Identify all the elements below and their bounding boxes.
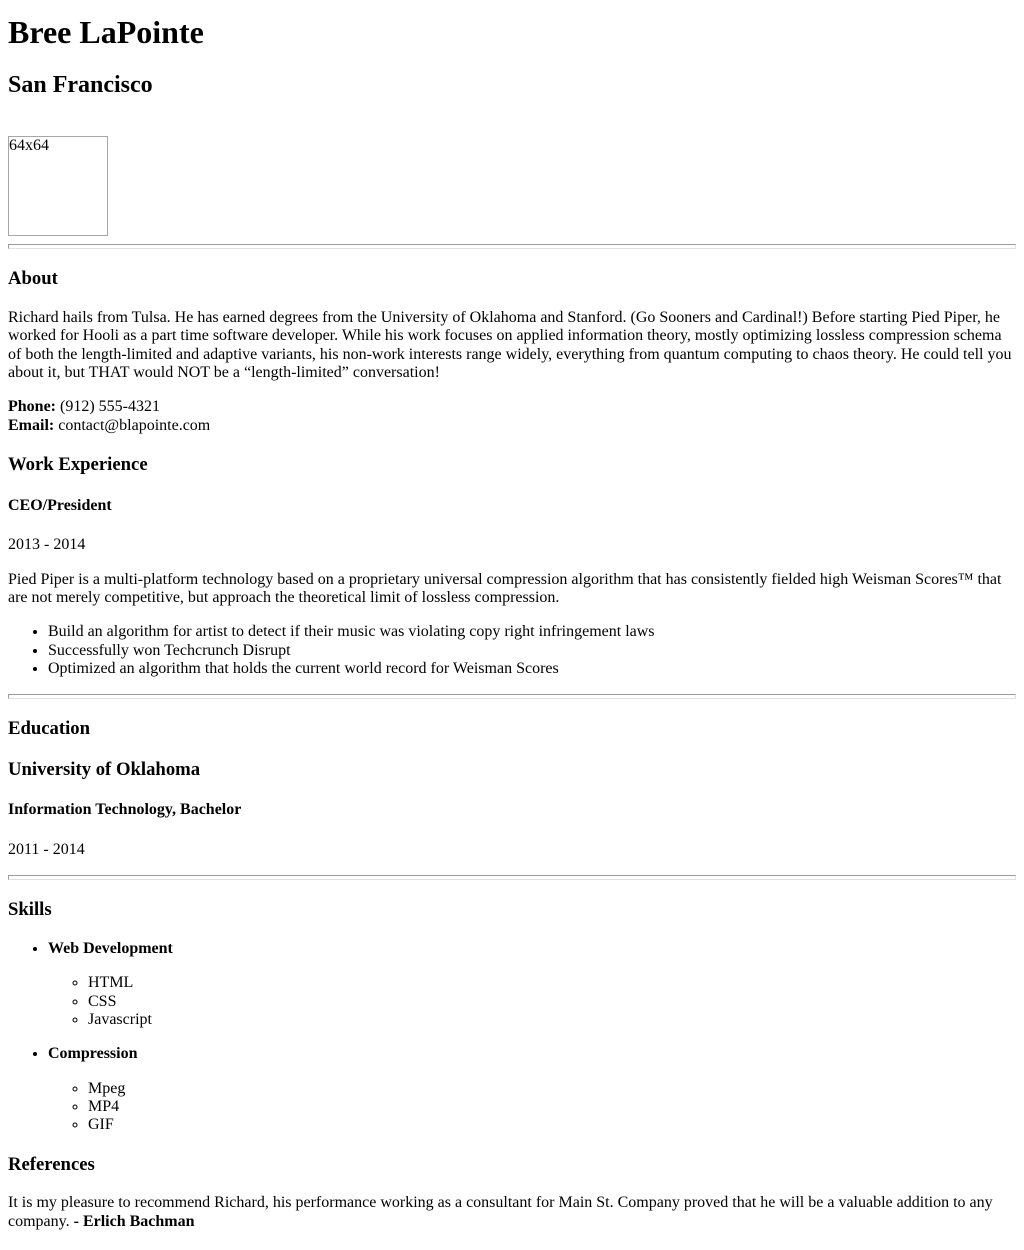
highlight-item: • Successfully won Techcrunch Disrupt [48,642,1016,660]
divider [8,694,1016,699]
section-skills-heading: Skills [8,899,52,921]
skill-group [48,940,1016,1030]
email-value: contact@blapointe.com [54,416,211,434]
divider [8,244,1016,249]
job-title: CEO/President [8,496,112,514]
avatar-section [8,136,1016,236]
page-title: Bree LaPointe [8,14,204,50]
job-summary: Pied Piper is a multi-platform technology based on a proprietary universal compression algorithm that has consistently fielded high Weisman Scores™ that are not merely competitive, but approach the theoretical limit of lossless compression. [8,570,1002,606]
section-education-heading: Education [8,718,91,740]
section-about-heading: About [8,268,58,290]
skill-keyword: ◦ HTML [88,974,1016,992]
highlight-item: • Optimized an algorithm that holds the current world record for Weisman Scores [48,660,1016,678]
section-work-heading: Work Experience [8,454,148,476]
contact-block [8,398,1016,435]
section-references-heading: References [8,1153,95,1175]
skill-name: • Compression [48,1045,138,1063]
reference-attribution: - Erlich Bachman [73,1212,195,1230]
job-highlights-list [8,623,1016,678]
skill-keyword: ◦ CSS [88,993,1016,1011]
about-bio: Richard hails from Tulsa. He has earned degrees from the University of Oklahoma and Stanford. (Go Sooners and Cardinal!) Before starting Pied Piper, he worked for Hooli as a part time software developer. While his work focuses on applied information theory, mostly optimizing lossless compression schema of both the length-limited and adaptive variants, his non-work interests range widely, everything from quantum computing to chaos theory. He could tell you about it, but THAT would NOT be a “length-limited” conversation! [8,308,1012,382]
skill-keywords-list [48,1080,1016,1135]
subtitle-location: San Francisco [8,71,153,98]
skill-group [48,1045,1016,1135]
avatar-broken-image: 64x64 [8,136,108,236]
skill-name: • Web Development [48,939,173,957]
phone-label: Phone: [8,398,56,416]
skill-keyword: ◦ Mpeg [88,1080,1016,1098]
skill-keyword: ◦ Javascript [88,1011,1016,1029]
reference-paragraph [8,1194,1016,1231]
job-dates: 2013 - 2014 [8,536,86,554]
email-label: Email: [8,416,55,434]
skill-keyword: ◦ MP4 [88,1098,1016,1116]
skill-keyword: ◦ GIF [88,1116,1016,1134]
reference-text: It is my pleasure to recommend Richard, his performance working as a consultant for Main St. Company proved that he will be a valuable addition to any company. [8,1194,993,1230]
phone-value: (912) 555-4321 [56,398,160,416]
skills-list [8,940,1016,1135]
education-dates: 2011 - 2014 [8,840,85,858]
divider [8,875,1016,880]
highlight-item: • Build an algorithm for artist to detect if their music was violating copy right infringement laws [48,623,1016,641]
institution-name: University of Oklahoma [8,758,201,780]
degree: Information Technology, Bachelor [8,801,242,819]
skill-keywords-list [48,974,1016,1029]
